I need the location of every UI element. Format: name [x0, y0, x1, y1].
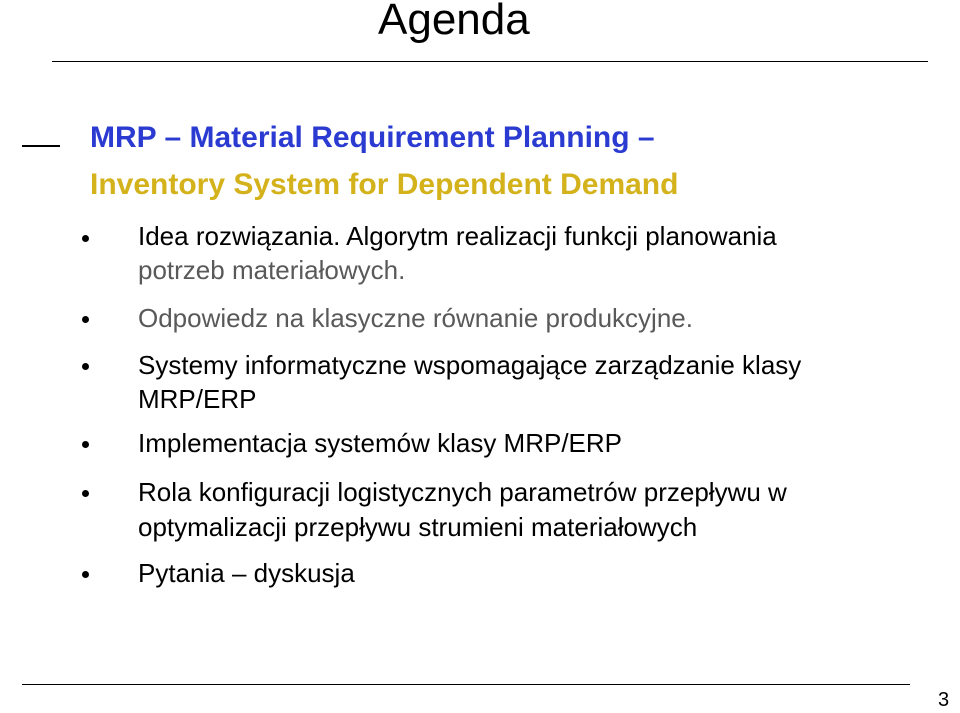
bullet-dot — [82, 316, 89, 323]
bullet-3-line-2: MRP/ERP — [138, 384, 257, 414]
bullet-4-line-1: Implementacja systemów klasy MRP/ERP — [138, 428, 623, 458]
bullet-2-line-1: Odpowiedz na klasyczne równanie produkcyjne. — [138, 303, 693, 333]
heading-line-2: Inventory System for Dependent Demand — [90, 168, 679, 201]
bullet-dot — [82, 441, 89, 448]
bullet-6-line-1: Pytania – dyskusja — [138, 558, 355, 588]
page-number: 3 — [938, 689, 950, 711]
bullet-dot — [82, 571, 89, 578]
bullet-5-line-1: Rola konfiguracji logistycznych parametrów przepływu w — [138, 477, 787, 507]
dash-marker — [22, 145, 60, 147]
bullet-5-line-2: optymalizacji przepływu strumieni materiałowych — [138, 512, 698, 542]
bullet-dot — [82, 490, 89, 497]
bullet-dot — [82, 363, 89, 370]
title-divider — [52, 61, 928, 62]
bullet-3-line-1: Systemy informatyczne wspomagające zarządzanie klasy — [138, 350, 802, 380]
bullet-1-line-1: Idea rozwiązania. Algorytm realizacji funkcji planowania — [138, 221, 777, 251]
heading-line-1: MRP – Material Requirement Planning – — [90, 121, 655, 154]
footer-divider — [22, 684, 910, 685]
bullet-dot — [82, 235, 89, 242]
bullet-1-line-2: potrzeb materiałowych. — [138, 255, 406, 285]
slide-title: Agenda — [378, 0, 530, 44]
